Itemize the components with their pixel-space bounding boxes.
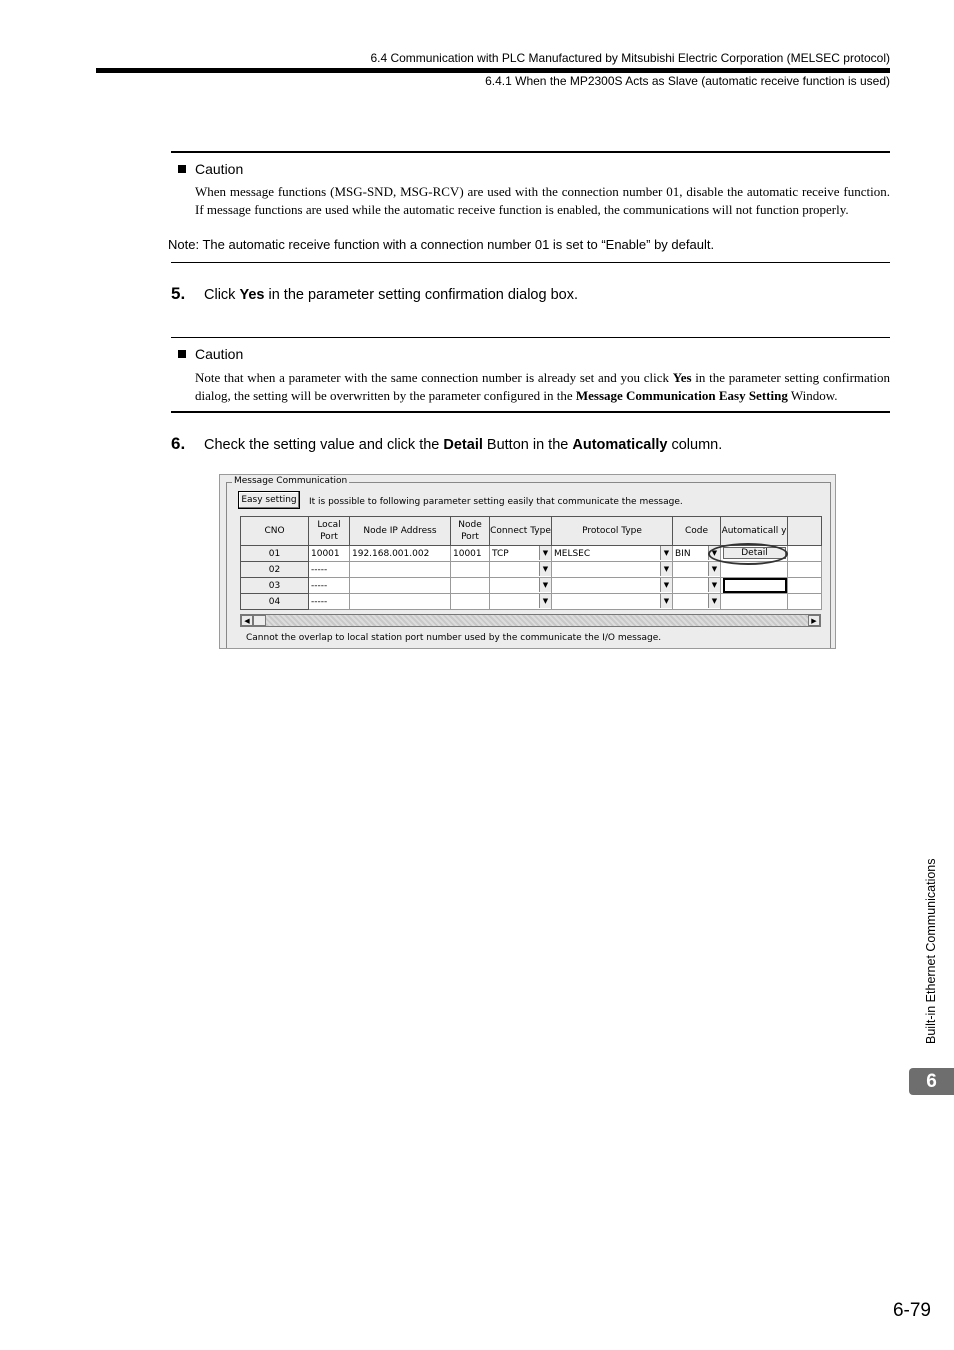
dropdown-arrow-icon[interactable]: ▼ xyxy=(708,562,720,576)
detail-highlight-oval xyxy=(708,543,788,565)
node-ip-cell[interactable] xyxy=(350,594,451,610)
col-protocol-type: Protocol Type xyxy=(552,517,673,546)
connect-type-cell[interactable] xyxy=(490,562,552,578)
node-port-cell[interactable] xyxy=(451,562,490,578)
caution-note: Note: The automatic receive function with a connection number 01 is set to “Enable” by default. xyxy=(168,237,715,252)
cno-cell[interactable]: 04 xyxy=(241,594,309,610)
col-code: Code xyxy=(673,517,721,546)
horizontal-scrollbar[interactable] xyxy=(240,614,821,627)
table-header-row xyxy=(241,517,822,546)
dropdown-arrow-icon[interactable]: ▼ xyxy=(708,578,720,592)
code-cell[interactable]: BIN ▼ xyxy=(673,546,721,562)
header-subsection: 6.4.1 When the MP2300S Acts as Slave (automatic receive function is used) xyxy=(485,74,890,88)
dropdown-arrow-icon[interactable]: ▼ xyxy=(708,594,720,608)
col-local-port: Local Port xyxy=(309,517,350,546)
scroll-left-icon[interactable]: ◀ xyxy=(241,615,253,626)
side-chapter-label: Built-in Ethernet Communications xyxy=(924,858,938,1044)
table-row xyxy=(241,594,822,610)
scroll-right-icon[interactable]: ▶ xyxy=(808,615,820,626)
dropdown-arrow-icon[interactable]: ▼ xyxy=(660,594,672,608)
caution-title-2: Caution xyxy=(171,346,890,362)
step-text: Check the setting value and click the Detail Button in the Automatically column. xyxy=(204,437,723,453)
table-row xyxy=(241,578,822,594)
node-ip-cell[interactable]: 192.168.001.002 xyxy=(350,546,451,562)
caution-body-1: When message functions (MSG-SND, MSG-RCV) are used with the connection number 01, disable the automatic receive function. If message functions are used while the automatic receive function is enabled, the communications will not function properly. xyxy=(195,184,890,217)
node-port-cell[interactable] xyxy=(451,578,490,594)
col-extra xyxy=(788,517,822,546)
code-cell[interactable] xyxy=(673,578,721,594)
page-number: 6-79 xyxy=(892,1300,931,1321)
local-port-cell[interactable]: ----- xyxy=(309,562,350,578)
header-rule xyxy=(96,68,890,73)
node-port-cell[interactable]: 10001 xyxy=(451,546,490,562)
node-ip-cell[interactable] xyxy=(350,562,451,578)
col-node-port: Node Port xyxy=(451,517,490,546)
extra-cell xyxy=(788,578,822,594)
dropdown-arrow-icon[interactable]: ▼ xyxy=(539,546,551,560)
screenshot-footer-message: Cannot the overlap to local station port number used by the communicate the I/O message. xyxy=(246,633,662,643)
extra-cell xyxy=(788,594,822,610)
code-cell[interactable] xyxy=(673,594,721,610)
col-automatically: Automaticall y xyxy=(721,517,788,546)
local-port-cell[interactable]: ----- xyxy=(309,578,350,594)
step-number: 5. xyxy=(171,284,186,303)
protocol-type-cell[interactable]: MELSEC ▼ xyxy=(552,546,673,562)
caution-body-2: Note that when a parameter with the same connection number is already set and you click Yes in the parameter setting confirmation dialog, the setting will be overwritten by the parameter configured in the Message Communication Easy Setting Window. xyxy=(195,370,891,403)
chapter-tab: 6 xyxy=(909,1068,954,1095)
connect-type-cell[interactable] xyxy=(490,578,552,594)
code-cell[interactable] xyxy=(673,562,721,578)
extra-cell xyxy=(788,546,822,562)
scroll-thumb[interactable] xyxy=(253,615,266,626)
step-6 xyxy=(171,434,722,454)
caution-rule-bottom-1 xyxy=(171,262,890,263)
col-connect-type: Connect Type xyxy=(490,517,552,546)
local-port-cell[interactable]: 10001 xyxy=(309,546,350,562)
easy-setting-button[interactable]: Easy setting xyxy=(238,491,300,509)
local-port-cell[interactable]: ----- xyxy=(309,594,350,610)
caution-rule-bottom-2 xyxy=(171,411,890,413)
col-cno: CNO xyxy=(241,517,309,546)
col-node-ip: Node IP Address xyxy=(350,517,451,546)
node-ip-cell[interactable] xyxy=(350,578,451,594)
easy-setting-description: It is possible to following parameter setting easily that communicate the message. xyxy=(309,497,683,507)
dropdown-arrow-icon[interactable]: ▼ xyxy=(539,594,551,608)
extra-cell xyxy=(788,562,822,578)
caution-box-2 xyxy=(171,337,890,412)
cno-cell[interactable]: 01 xyxy=(241,546,309,562)
header-section: 6.4 Communication with PLC Manufactured by Mitsubishi Electric Corporation (MELSEC protocol) xyxy=(370,51,890,65)
protocol-type-cell[interactable] xyxy=(552,594,673,610)
caution-square-icon xyxy=(178,350,186,358)
group-title: Message Communication xyxy=(234,476,348,486)
automatically-cell[interactable] xyxy=(721,594,788,610)
dropdown-arrow-icon[interactable]: ▼ xyxy=(539,562,551,576)
detail-button[interactable]: Detail xyxy=(723,547,786,559)
cno-cell[interactable]: 03 xyxy=(241,578,309,594)
dropdown-arrow-icon[interactable]: ▼ xyxy=(539,578,551,592)
message-communication-screenshot xyxy=(219,474,836,649)
connect-type-cell[interactable] xyxy=(490,594,552,610)
cno-cell[interactable]: 02 xyxy=(241,562,309,578)
protocol-type-cell[interactable] xyxy=(552,562,673,578)
automatically-cell[interactable] xyxy=(721,578,788,594)
connect-type-cell[interactable]: TCP ▼ xyxy=(490,546,552,562)
caution-square-icon xyxy=(178,165,186,173)
protocol-type-cell[interactable] xyxy=(552,578,673,594)
dropdown-arrow-icon[interactable]: ▼ xyxy=(660,578,672,592)
dropdown-arrow-icon[interactable]: ▼ xyxy=(660,546,672,560)
dropdown-arrow-icon[interactable]: ▼ xyxy=(660,562,672,576)
step-text: Click Yes in the parameter setting confirmation dialog box. xyxy=(204,287,578,303)
caution-title-1: Caution xyxy=(171,161,890,177)
focused-cell-outline xyxy=(723,578,787,593)
step-5 xyxy=(171,284,578,304)
step-number: 6. xyxy=(171,434,186,453)
dropdown-arrow-icon[interactable]: ▼ xyxy=(708,546,720,560)
node-port-cell[interactable] xyxy=(451,594,490,610)
